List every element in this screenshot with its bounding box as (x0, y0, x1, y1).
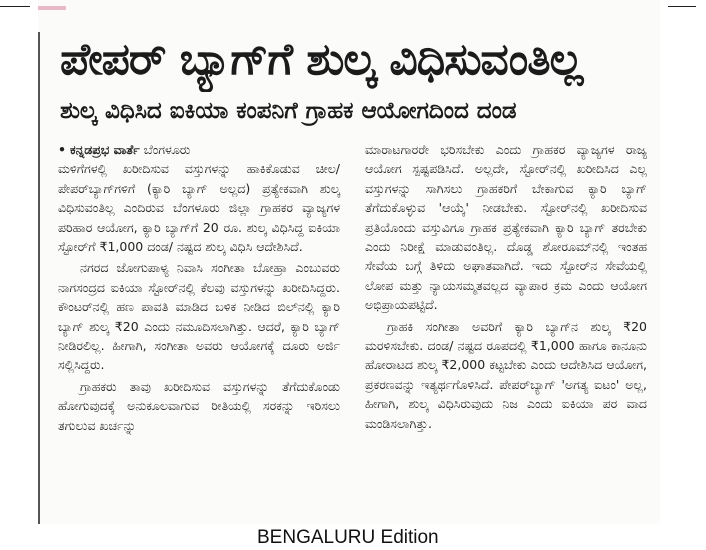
section-color-mark (38, 6, 66, 10)
bullet-icon: • (58, 142, 66, 157)
article-paragraph: ಮಾರಾಟಗಾರರೇ ಭರಿಸಬೇಕು ಎಂದು ಗ್ರಾಹಕರ ವ್ಯಾಜ್ಯಗಳ ರಾಜ್ಯ ಆಯೋಗ ಸ್ಪಷ್ಟಪಡಿಸಿದೆ. ಅಲ್ಲದೇ, ಸ್ಟೋರ್‌ನಲ್ಲಿ ಖರೀದಿಸಿದ ಎಲ್ಲ ವಸ್ತುಗಳನ್ನು ಸಾಗಿಸಲು ಗ್ರಾಹಕರಿಗೆ ಬೇಕಾಗುವ ಕ್ಯಾರಿ ಬ್ಯಾಗ್ ತೆಗೆದುಕೊಳ್ಳುವ 'ಆಯ್ಕೆ' ನೀಡಬೇಕು. ಸ್ಟೋರ್‌ನಲ್ಲಿ ಖರೀದಿಸುವ ಪ್ರತಿಯೊಂದು ವಸ್ತುವಿಗೂ ಗ್ರಾಹಕ ಪ್ರತ್ಯೇಕವಾಗಿ ಕ್ಯಾರಿ ಬ್ಯಾಗ್ ತರಬೇಕು ಎಂದು ನಿರೀಕ್ಷೆ ಮಾಡುವಂತಿಲ್ಲ. ದೊಡ್ಡ ಶೋರೂಮ್‌ನಲ್ಲಿ ಇಂತಹ ಸೇವೆಯ ಬಗ್ಗೆ ತಿಳಿದು ಅಘಾತವಾಗಿದೆ. ಇದು ಸ್ಟೋರ್‌ನ ಸೇವೆಯಲ್ಲಿ ಲೋಪ ಮತ್ತು ನ್ಯಾಯಸಮ್ಮತವಲ್ಲದ ವ್ಯಾಪಾರ ಕ್ರಮ ಎಂದು ಆಯೋಗ ಅಭಿಪ್ರಾಯಪಟ್ಟಿದೆ. (365, 142, 647, 313)
article-paragraph (58, 140, 340, 256)
subheadline: ಶುಲ್ಕ ವಿಧಿಸಿದ ಐಕಿಯಾ ಕಂಪನಿಗೆ ಗ್ರಾಹಕ ಆಯೋಗದಿಂದ ದಂಡ (60, 98, 517, 124)
top-left-rule (0, 6, 30, 7)
edition-label: BENGALURU Edition (257, 527, 439, 548)
article-left-column (58, 140, 340, 435)
article-right-column (365, 140, 647, 433)
clipping-left-border (38, 32, 40, 524)
byline-agency: ಕನ್ನಡಪ್ರಭ ವಾರ್ತೆ (70, 142, 140, 157)
article-paragraph: ಗ್ರಾಹಕರು ತಾವು ಖರೀದಿಸುವ ವಸ್ತುಗಳನ್ನು ತೆಗೆದುಕೊಂಡು ಹೋಗುವುದಕ್ಕೆ ಅನುಕೂಲವಾಗುವ ರೀತಿಯಲ್ಲಿ ಸರಕನ್ನು ಇರಿಸಲು ತಗುಲುವ ಖರ್ಚನ್ನು (58, 378, 340, 433)
paragraph-text: ಮಳಿಗೆಗಳಲ್ಲಿ ಖರೀದಿಸುವ ವಸ್ತುಗಳನ್ನು ಹಾಕಿಕೊಡುವ ಚೀಲ/ಪೇಪರ್‌ಬ್ಯಾಗ್‌ಗಳಿಗೆ (ಕ್ಯಾರಿ ಬ್ಯಾಗ್ ಅಲ್ಲದ) ಪ್ರತ್ಯೇಕವಾಗಿ ಶುಲ್ಕ ವಿಧಿಸುವಂತಿಲ್ಲ ಎಂದಿರುವ ಬೆಂಗಳೂರು ಜಿಲ್ಲಾ ಗ್ರಾಹಕರ ವ್ಯಾಜ್ಯಗಳ ಪರಿಹಾರ ಆಯೋಗ, ಕ್ಯಾರಿ ಬ್ಯಾಗ್‌ಗೆ 20 ರೂ. ಶುಲ್ಕ ವಿಧಿಸಿದ್ದ ಐಕಿಯಾ ಸ್ಟೋರ್‌ಗೆ ₹1,000 ದಂಡ/ ನಷ್ಟದ ಶುಲ್ಕ ವಿಧಿಸಿ ಆದೇಶಿಸಿದೆ. (58, 161, 340, 255)
top-right-rule (668, 6, 696, 7)
article-paragraph: ನಗರದ ಜೋಗುಪಾಳ್ಯ ನಿವಾಸಿ ಸಂಗೀತಾ ಬೋಹ್ರಾ ಎಂಬುವರು ನಾಗಸಂದ್ರದ ಐಕಿಯಾ ಸ್ಟೋರ್‌ನಲ್ಲಿ ಕೆಲವು ವಸ್ತುಗಳನ್ನು ಖರೀದಿಸಿದ್ದರು. ಕೌಂಟರ್‌ನಲ್ಲಿ ಹಣ ಪಾವತಿ ಮಾಡಿದ ಬಳಿಕ ನೀಡಿದ ಬಿಲ್‌ನಲ್ಲಿ ಕ್ಯಾರಿ ಬ್ಯಾಗ್ ಶುಲ್ಕ ₹20 ಎಂದು ನಮೂದಿಸಲಾಗಿತ್ತು. ಆದರೆ, ಕ್ಯಾರಿ ಬ್ಯಾಗ್ ನೀಡಿರಲಿಲ್ಲ. ಹೀಗಾಗಿ, ಸಂಗೀತಾ ಅವರು ಆಯೋಗಕ್ಕೆ ದೂರು ಅರ್ಜಿ ಸಲ್ಲಿಸಿದ್ದರು. (58, 260, 340, 373)
byline-place: ಬೆಂಗಳೂರು (143, 142, 191, 157)
headline: ಪೇಪರ್ ಬ್ಯಾಗ್‌ಗೆ ಶುಲ್ಕ ವಿಧಿಸುವಂತಿಲ್ಲ (60, 34, 583, 85)
article-paragraph: ಗ್ರಾಹಕಿ ಸಂಗೀತಾ ಅವರಿಗೆ ಕ್ಯಾರಿ ಬ್ಯಾಗ್‌ನ ಶುಲ್ಕ ₹20 ಮರಳಿಸಬೇಕು. ದಂಡ/ ನಷ್ಟದ ರೂಪದಲ್ಲಿ ₹1,000 ಹಾಗೂ ಕಾನೂನು ಹೋರಾಟದ ಶುಲ್ಕ ₹2,000 ಕಟ್ಟಬೇಕು ಎಂದು ಆದೇಶಿಸಿದ ಆಯೋಗ, ಪ್ರಕರಣವನ್ನು ಇತ್ಯರ್ಥಗೊಳಿಸಿದೆ. ಪೇಪರ್‌ಬ್ಯಾಗ್ 'ಅಗತ್ಯ ಐಟಂ' ಅಲ್ಲ, ಹೀಗಾಗಿ, ಶುಲ್ಕ ವಿಧಿಸಿರುವುದು ನಿಜ ಎಂದು ಐಕಿಯಾ ಪರ ವಾದ ಮಂಡಿಸಲಾಗಿತ್ತು. (365, 318, 647, 431)
